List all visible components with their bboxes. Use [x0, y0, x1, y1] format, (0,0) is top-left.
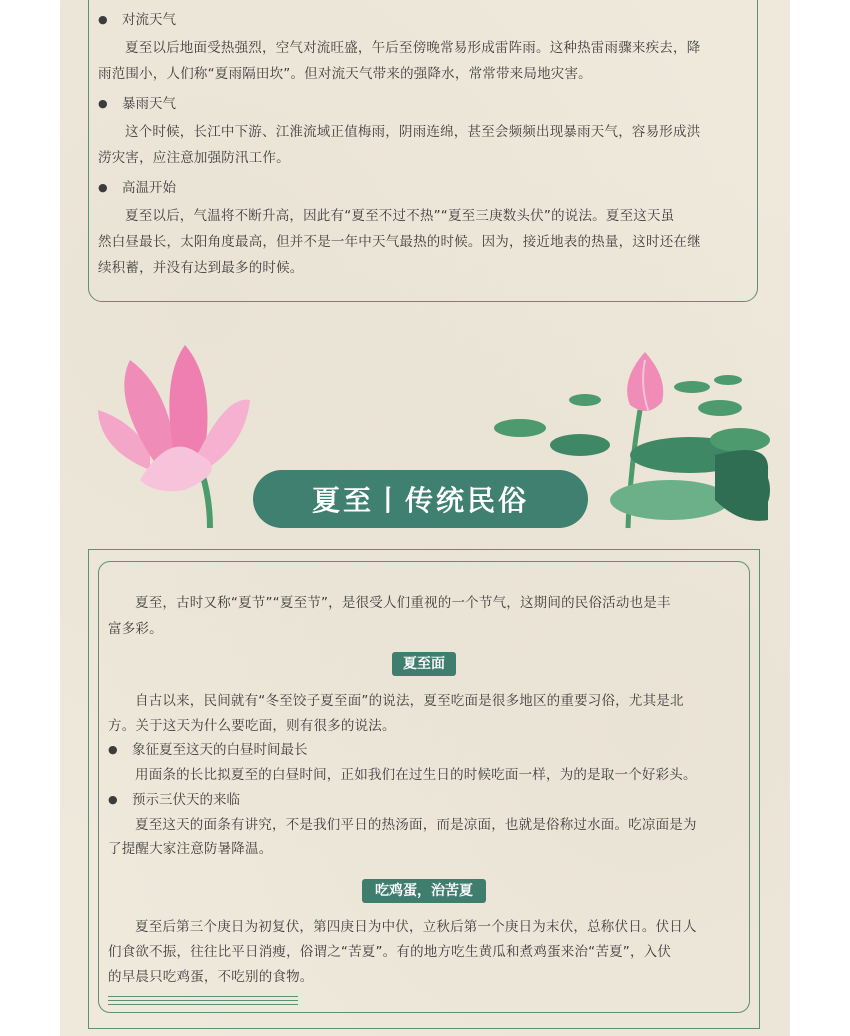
- paragraph-line: 夏至这天的面条有讲究，不是我们平日的热汤面，而是凉面，也就是俗称过水面。吃凉面是为: [135, 817, 697, 833]
- paragraph-line: 用面条的长比拟夏至的白昼时间，正如我们在过生日的时候吃面一样，为的是取一个好彩头。: [135, 767, 697, 783]
- bullet-longest-day: [108, 737, 308, 763]
- bullet-title: 暴雨天气: [122, 96, 176, 112]
- bullet-dot-icon: ●: [98, 97, 108, 110]
- paragraph-line: 夏至以后地面受热强烈，空气对流旺盛，午后至傍晚常易形成雷阵雨。这种热雷雨骤来疾去，降: [125, 40, 701, 56]
- bullet-title: 象征夏至这天的白昼时间最长: [132, 742, 308, 758]
- bullet-dog-days: [108, 787, 240, 813]
- bullet-title: 对流天气: [122, 12, 176, 28]
- paragraph-line: 方。关于这天为什么要吃面，则有很多的说法。: [108, 718, 396, 734]
- paragraph-line: 雨范围小，人们称“夏雨隔田坎”。但对流天气带来的强降水，常常带来局地灾害。: [98, 66, 592, 82]
- tag-summer-noodles: 夏至面: [392, 652, 456, 676]
- paragraph-line: 夏至，古时又称“夏节”“夏至节”，是很受人们重视的一个节气，这期间的民俗活动也是丰: [135, 595, 671, 611]
- paragraph-line: 续积蓄，并没有达到最多的时候。: [98, 260, 304, 276]
- paragraph-line: 富多彩。: [108, 621, 163, 637]
- paragraph-line: 夏至以后，气温将不断升高，因此有“夏至不过不热”“夏至三庚数头伏”的说法。夏至这天虽: [125, 208, 675, 224]
- banner-title: 夏至丨传统民俗: [311, 484, 529, 517]
- paragraph-line: 夏至后第三个庚日为初复伏，第四庚日为中伏，立秋后第一个庚日为末伏，总称伏日。伏日人: [135, 919, 697, 935]
- decorative-lines: [108, 996, 298, 1010]
- paragraph-line: 这个时候，长江中下游、江淮流域正值梅雨，阴雨连绵，甚至会频频出现暴雨天气，容易形成洪: [125, 124, 701, 140]
- paragraph-line: 的早晨只吃鸡蛋，不吃别的食物。: [108, 969, 314, 985]
- paragraph-line: 们食欲不振，往往比平日消瘦，俗谓之“苦夏”。有的地方吃生黄瓜和煮鸡蛋来治“苦夏”，入伏: [108, 944, 672, 960]
- paragraph-line: 了提醒大家注意防暑降温。: [108, 841, 273, 857]
- tag-eat-eggs: 吃鸡蛋，治苦夏: [362, 879, 486, 903]
- bullet-title: 预示三伏天的来临: [132, 792, 240, 808]
- bullet-dot-icon: ●: [108, 793, 118, 806]
- bullet-dot-icon: ●: [98, 13, 108, 26]
- lotus-flower-icon: [98, 345, 250, 491]
- paragraph-line: 然白昼最长，太阳角度最高，但并不是一年中天气最热的时候。因为，接近地表的热量，这时还在继: [98, 234, 701, 250]
- paragraph-line: 涝灾害，应注意加强防汛工作。: [98, 150, 290, 166]
- bullet-title: 高温开始: [122, 180, 176, 196]
- lotus-bud-icon: [627, 352, 663, 411]
- bullet-dot-icon: ●: [108, 743, 118, 756]
- section-banner: [253, 470, 588, 528]
- paragraph-line: 自古以来，民间就有“冬至饺子夏至面”的说法，夏至吃面是很多地区的重要习俗，尤其是北: [135, 693, 684, 709]
- bullet-dot-icon: ●: [98, 181, 108, 194]
